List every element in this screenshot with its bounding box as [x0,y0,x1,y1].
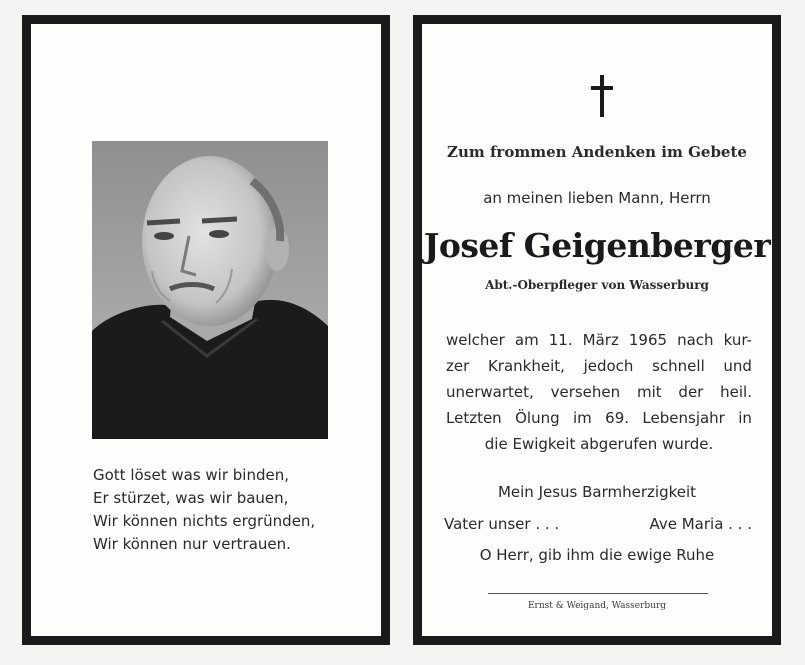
prayer-our-father: Vater unser . . . [444,515,560,533]
printer-credit: Ernst & Weigand, Wasserburg [527,601,667,611]
word: versehen [550,383,621,401]
word: kur- [723,331,752,349]
word: zer [446,357,470,375]
left-card [22,15,390,645]
prayer-row [444,515,752,533]
prayer-eternal-rest: O Herr, gib ihm die ewige Ruhe [479,546,715,564]
word: heil. [720,383,752,401]
obituary-line [446,405,752,431]
memorial-header: Zum frommen Andenken im Gebete [447,143,747,161]
word: welcher [446,331,505,349]
word: der [678,383,704,401]
word: Lebensjahr [642,409,725,427]
obituary-line [446,327,752,353]
word: nach [677,331,714,349]
poem-line: Gott löset was wir binden, [93,466,290,484]
word: unerwartet, [446,383,534,401]
word: in [738,409,752,427]
deceased-role: Abt.-Oberpfleger von Wasserburg [485,278,709,292]
poem-line: Wir können nichts ergründen, [93,512,316,530]
word: 11. [548,331,573,349]
obituary-text [446,327,752,457]
portrait-image [92,141,328,439]
right-card [413,15,781,645]
word: im [573,409,592,427]
poem-line: Wir können nur vertrauen. [93,535,291,553]
obituary-line [446,379,752,405]
salutation: an meinen lieben Mann, Herrn [483,189,711,207]
prayer-hail-mary: Ave Maria . . . [649,515,752,533]
word: am [514,331,539,349]
word: jedoch [583,357,634,375]
prayer-mercy: Mein Jesus Barmherzigkeit [497,483,697,501]
word: Ölung [515,409,560,427]
word: die Ewigkeit abgerufen wurde. [484,435,714,453]
word: März [582,331,619,349]
word: 1965 [628,331,668,349]
word: mit [636,383,662,401]
poem [93,464,383,556]
word: und [723,357,752,375]
divider [488,593,708,594]
portrait-photo [92,141,328,439]
cross-icon [590,75,614,117]
word: Krankheit, [487,357,565,375]
word: 69. [605,409,630,427]
deceased-name: Josef Geigenberger [423,226,771,265]
word: schnell [652,357,705,375]
word: Letzten [446,409,502,427]
obituary-line [446,353,752,379]
poem-line: Er stürzet, was wir bauen, [93,489,289,507]
obituary-line [446,431,752,457]
